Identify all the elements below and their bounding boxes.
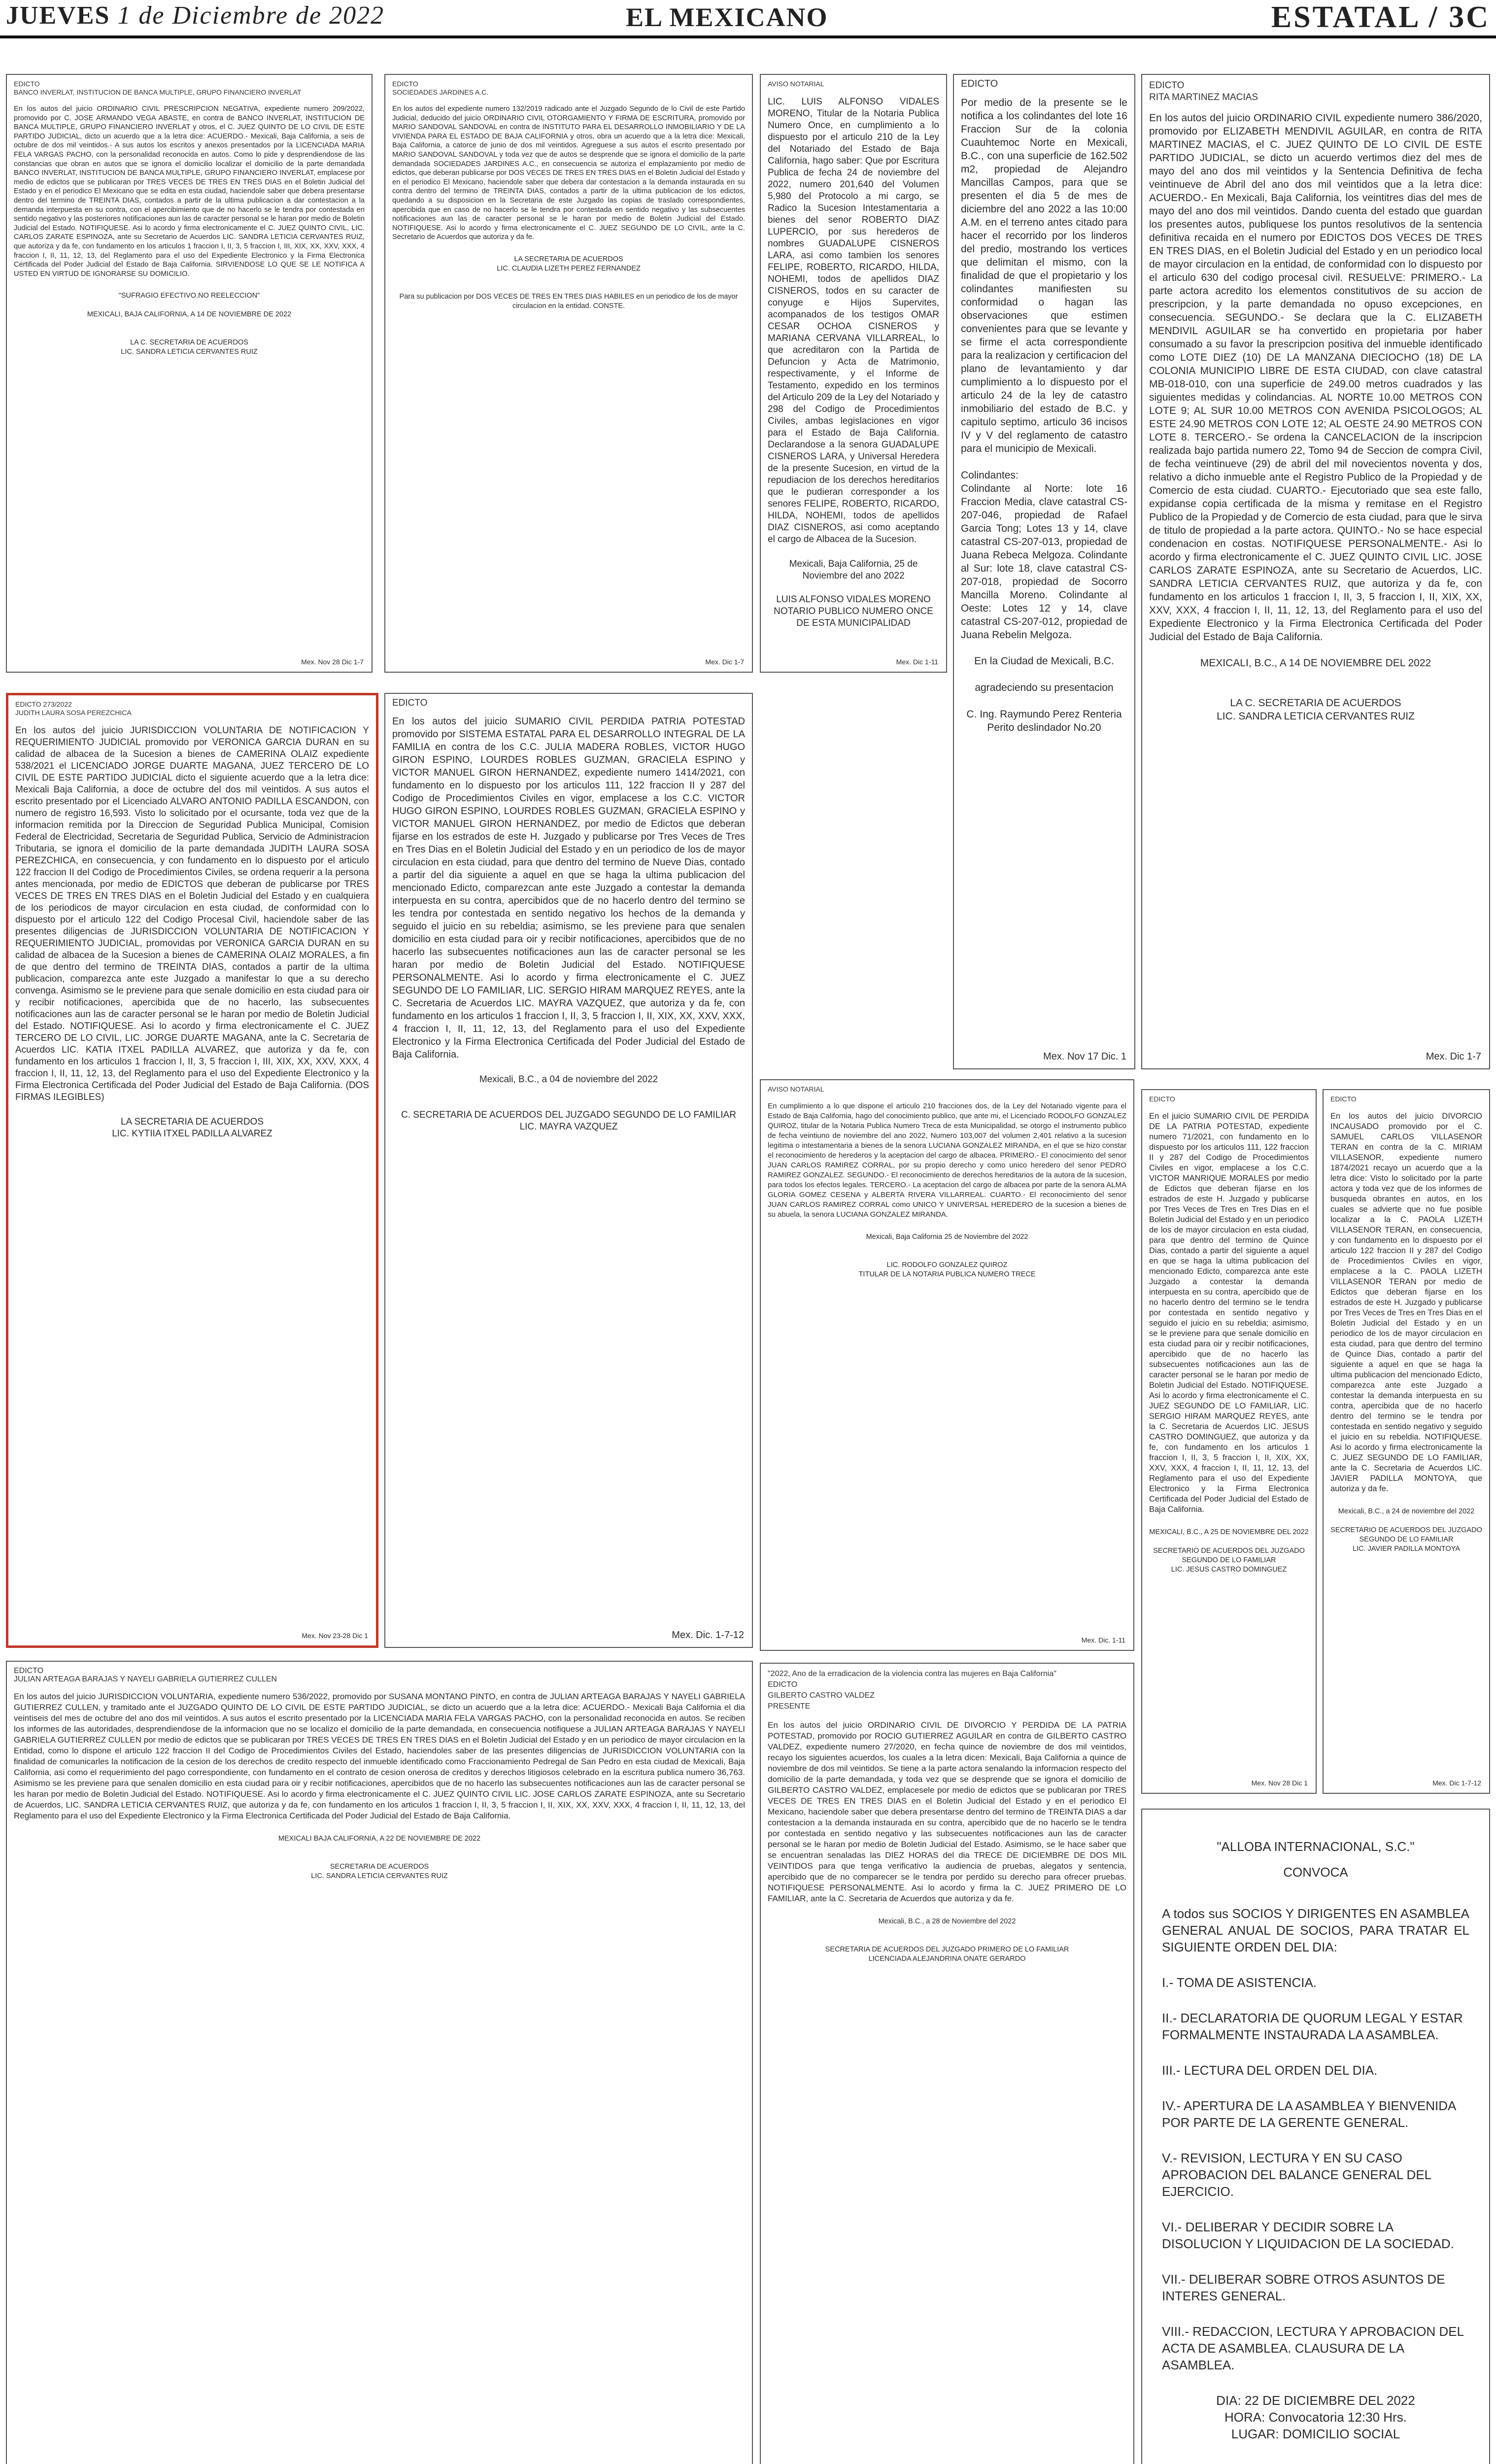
notice-signature: Mexicali, B.C., a 24 de noviembre del 2022 SECRETARIO DE ACUERDOS DEL JUZGADO SEGUNDO DE LO FAMILIAR LIC. JAVIER PADILLA MONTOYA — [1330, 1507, 1482, 1553]
convocatoria-intro — [1162, 1905, 1469, 2373]
publication-dates: Mex. Nov 23-28 Dic 1 — [302, 1632, 368, 1640]
agenda-item: I.- TOMA DE ASISTENCIA. — [1162, 1975, 1317, 1990]
notice-signature: MEXICALI BAJA CALIFORNIA, A 22 DE NOVIEMBRE DE 2022 SECRETARIA DE ACUERDOS LIC. SANDRA LETICIA CERVANTES RUIZ — [278, 1835, 481, 1880]
notice-body: En los autos del juicio JURISDICCION VOLUNTARIA DE NOTIFICACION Y REQUERIMIENTO JUDICIAL promovido por VERONICA GARCIA DURAN en su calidad de albacea de la Sucesion a bienes de CAMERINA OLAIZ expediente 538/2021 el LICENCIADO JORGE DUARTE MAGANA, JUEZ TERCERO DE LO CIVIL DE ESTE PARTIDO JUDICIAL dicto el siguiente acuerdo que a la letra dice: Mexicali Baja California, a doce de octubre del dos mil veintidos. A sus autos el escrito presentado por el Licenciado ALVARO ANTONIO PADILLA ESCANDON, con numero de registro 16,593. Visto lo solicitado por el ocursante, toda vez que de la informacion remitida por la Direccion de Seguridad Publica Municipal, Comision Federal de Electricidad, Secretaria de Seguridad Publica, Servicio de Administracion Tributaria, se ignora el domicilio de la parte demandada JUDITH LAURA SOSA PEREZCHICA, en consecuencia, y con fundamento en lo dispuesto por el articulo 122 fraccion II del Codigo de Procedimientos Civiles, se ordena requerir a la persona antes mencionada, por medio de EDICTOS que deberan de publicarse por TRES VECES DE TRES EN TRES DIAS en el Boletin Judicial del Estado y en cualquiera de los periodicos de mayor circulacion en esta ciudad, de conformidad con lo dispuesto por el articulo 122 del Codigo Procesal Civil, haciendole saber de las presentes diligencias de JURISDICCION VOLUNTARIA DE NOTIFICACION Y REQUERIMIENTO JUDICIAL, promovidas por VERONICA GARCIA DURAN en su calidad de albacea de la Sucesion a bienes de CAMERINA OLAIZ MORALES, a fin de que dentro del termino de TREINTA DIAS, contados a partir de la ultima publicacion, comparezca ante este Juzgado a manifestar lo que a su derecho convenga. Asimismo se le previene para que senale domicilio en esta ciudad para oir y recibir notificaciones, apercibida que de no hacerlo, las subsecuentes notificaciones aun las de caracter personal se le haran por medio de Boletin Judicial del Estado. NOTIFIQUESE. Asi lo acordo y firma electronicamente el C. JUEZ TERCERO DE LO CIVIL, LIC. JORGE DUARTE MAGANA, ante la C. Secretaria de Acuerdos LIC. KATIA ITXEL PADILLA ALVAREZ, que autoriza y da fe, con fundamento en los articulos 1 fraccion I, II, 3, 5 fraccion I, III, XIX, XX, XXV, XXX, 4 fraccion I, II, 11, 12, 13, del Reglamento para el uso del Expediente Electronico y la Firma Electronica Certificada del Poder Judicial del Estado de Baja California. (DOS FIRMAS ILEGIBLES) — [15, 725, 369, 1102]
notice-banco-inverlat — [6, 74, 373, 673]
publication-dates: Mex. Dic. 1-7-12 — [672, 1630, 744, 1641]
notice-heading: EDICTO BANCO INVERLAT, INSTITUCION DE BANCA MULTIPLE, GRUPO FINANCIERO INVERLAT — [14, 80, 302, 96]
notice-rita-martinez-macias — [1141, 74, 1490, 1069]
agenda-item: IV.- APERTURA DE LA ASAMBLEA Y BIENVENIDA POR PARTE DE LA GERENTE GENERAL. — [1162, 2098, 1456, 2130]
notice-body: En los autos del juicio ORDINARIO CIVIL expediente numero 386/2020, promovido por ELIZABETH MENDIVIL AGUILAR, en contra de RITA MARTINEZ MACIAS, el C. JUEZ QUINTO DE LO CIVIL DE ESTE PARTIDO JUDICIAL, se dicto un acuerdo vertimos diez del mes de mayo del ano dos mil veintidos y la Sentencia Definitiva de fecha veintinueve de Abril del ano dos mil veintidos que a la letra dice: ACUERDO.- En Mexicali, Baja California, los veintitres dias del mes de mayo del ano dos mil veintidos. Dando cuenta del estado que guardan los presentes autos, publiquese los puntos resolutivos de la sentencia definitiva recaida en el numero por EDICTOS DOS VECES DE TRES EN TRES DIAS, en el Boletin Judicial del Estado y en un periodico local de mayor circulacion en la entidad, de conformidad con lo dispuesto por el articulo 630 del codigo procesal civil. RESUELVE: PRIMERO.- La parte actora acredito los elementos constitutivos de su accion de prescripcion, y la parte demandada no opuso excepciones, en consecuencia. SEGUNDO.- Se declara que la C. ELIZABETH MENDIVIL AGUILAR se ha convertido en propietaria por haber consumado a su favor la prescripcion positiva del inmueble identificado como LOTE DIEZ (10) DE LA MANZANA DIECIOCHO (18) DE LA COLONIA MUNICIPIO LIBRE DE ESTA CIUDAD, con clave catastral MB-018-010, con una superficie de 249.00 metros cuadrados y las siguientes medidas y colindancias. AL NORTE 10.00 METROS CON LOTE 9; AL SUR 10.00 METROS CON AVENIDA PSICOLOGOS; AL ESTE 24.90 METROS CON LOTE 12; AL OESTE 24.90 METROS CON LOTE 8. TERCERO.- Se ordena la CANCELACION de la inscripcion realizada bajo partida numero 22, Tomo 94 de Seccion de compra Civil, de fecha veintinueve (29) de abril del mil novecientos noventa y dos, relativo a dicho inmueble ante el Registro Publico de la Propiedad y de Comercio de esta ciudad. CUARTO.- Ejecutoriado que sea este fallo, expidanse copia certificada de la misma y remitase en el Registro Publico de la Propiedad y de Comercio de esta ciudad, para que le sirva de titulo de propiedad a la parte actora. QUINTO.- No se hace especial condenacion en costas. NOTIFIQUESE PERSONALMENTE.- Asi lo acordo y firma electronicamente el C. JUEZ QUINTO CIVIL LIC. JOSE CARLOS ZARATE ESPINOZA, ante su Secretario de Acuerdos, LIC. SANDRA LETICIA CERVANTES RUIZ, que autoriza y da fe, con fundamento en los articulos 1 fraccion I, II, 3, 5 fraccion I, II, XIX, XX, XXV, XXX, 4 fraccion I, II, 11, 12, 13, del Reglamento para el uso del Expediente Electronico y la Firma Electronica Certificada del Poder Judicial del Estado de Baja California. — [1149, 112, 1482, 643]
notice-heading: EDICTO JULIAN ARTEAGA BARAJAS Y NAYELI GABRIELA GUTIERREZ CULLEN — [14, 1667, 277, 1683]
convocatoria-place: LUGAR: DOMICILIO SOCIAL — [1231, 2427, 1400, 2441]
notice-heading: EDICTO — [392, 698, 428, 708]
notice-heading: EDICTO 273/2022 JUDITH LAURA SOSA PEREZCHICA — [15, 700, 132, 717]
agenda-item: VI.- DELIBERAR Y DECIDIR SOBRE LA DISOLUCION Y LIQUIDACION DE LA SOCIEDAD. — [1162, 2220, 1454, 2251]
notice-gilberto-castro — [760, 1663, 1134, 2464]
notice-sociedades-jardines — [384, 74, 753, 673]
notice-perdida-patria-potestad — [384, 693, 753, 1648]
notice-body: En los autos del expediente numero 132/2019 radicado ante el Juzgado Segundo de lo Civil de este Partido Judicial, deducido del juicio ORDINARIO CIVIL OTORGAMIENTO Y FIRMA DE ESCRITURA, promovido por MARIO SANDOVAL SANDOVAL en contra de INSTITUTO PARA EL DESARROLLO INMOBILIARIO Y DE LA VIVIENDA PARA EL ESTADO DE BAJA CALIFORNIA y otros, obra un acuerdo que a la letra dice: Mexicali, Baja California, a catorce de junio de dos mil veintidos. Agreguese a sus autos el escrito presentado por MARIO SANDOVAL SANDOVAL y toda vez que de autos se desprende que se ignora el domicilio de la parte demandada SOCIEDADES JARDINES A.C., en consecuencia se autoriza el emplazamiento por medio de edictos, que deberan publicarse por DOS VECES DE TRES EN TRES DIAS en el Boletin Judicial del Estado y en el periodico El Mexicano, haciendole saber que debera dar contestacion a la demanda instaurada en su contra dentro del termino de TREINTA DIAS, contados a partir de la ultima publicacion de los edictos, quedando a su disposicion en la Secretaria de este Juzgado las copias de traslado correspondientes, apercibida que en caso de no hacerlo se le tendra por contestada en sentido negativo y las subsecuentes notificaciones aun las de caracter personal se le haran por medio de Boletin Judicial del Estado. NOTIFIQUESE. Asi lo acordo y firma electronicamente el C. JUEZ SEGUNDO DE LO CIVIL, ante la C. Secretario de Acuerdos que autoriza y da fe. — [392, 105, 745, 241]
header-date — [6, 1, 384, 30]
publication-dates: Mex. Dic 1-7 — [705, 658, 744, 666]
section-label: ESTATAL / 3C — [1271, 0, 1490, 34]
notice-colindantes-lote-16 — [953, 74, 1135, 1069]
notice-signature: "SUFRAGIO EFECTIVO.NO REELECCION" MEXICALI, BAJA CALIFORNIA, A 14 DE NOVIEMBRE DE 2022 LA C. SECRETARIA DE ACUERDOS LIC. SANDRA LETICIA CERVANTES RUIZ — [87, 292, 292, 356]
notice-signature: En la Ciudad de Mexicali, B.C. agradeciendo su presentacion C. Ing. Raymundo Perez Renteria Perito deslindador No.20 — [966, 655, 1122, 733]
convocatoria-time: HORA: Convocatoria 12:30 Hrs. — [1224, 2410, 1407, 2425]
convocatoria-company: "ALLOBA INTERNACIONAL, S.C." — [1217, 1839, 1415, 1854]
notice-aviso-notarial-gonzalez — [760, 1079, 1134, 1651]
publication-dates: Mex. Nov 28 Dic 1 — [1251, 1779, 1308, 1787]
agenda-item: III.- LECTURA DEL ORDEN DEL DIA. — [1162, 2063, 1378, 2078]
publication-dates: Mex. Dic 1-7-12 — [1432, 1779, 1481, 1787]
notice-body: En los autos del juicio ORDINARIO CIVIL DE DIVORCIO Y PERDIDA DE LA PATRIA POTESTAD, promovido por ROCIO GUTIERREZ AGUILAR en contra de GILBERTO CASTRO VALDEZ, expediente numero 27/2020, en fecha quince de noviembre de dos mil veintidos, recayo los siguientes acuerdos, los cuales a la letra dicen: Mexicali, Baja California a quince de noviembre de dos mil veintidos. Se tiene a la parte actora senalando la informacion respecto del domicilio de la parte demandada, y toda vez que se desprende que se ignora el domicilio de GILBERTO CASTRO VALDEZ, emplacesele por medio de edictos que se publicaran por TRES VECES DE TRES EN TRES DIAS en el Boletin Judicial del Estado y en el periodico El Mexicano, haciendole saber que debera presentarse dentro del termino de TREINTA DIAS a dar contestacion a la demanda instaurada en su contra, apercibido que de no hacerlo se le tendra por contestada en sentido negativo y las subsecuentes notificaciones aun las de caracter personal se le haran por medio de Boletin Judicial del Estado. Asimismo, se le hace saber que se encuentran senaladas las DIEZ HORAS del dia TRECE DE DICIEMBRE DE DOS MIL VEINTIDOS para que tenga verificativo la audiencia de pruebas, alegatos y sentencia, apercibido que de no comparecer se le tendra por perdido su derecho para ofrecer pruebas. NOTIFIQUESE PERSONALMENTE. Asi lo acordo y firma la C. JUEZ PRIMERO DE LO FAMILIAR, ante la C. Secretaria de Acuerdos que autoriza y da fe. — [768, 1720, 1126, 1903]
notice-body: LIC. LUIS ALFONSO VIDALES MORENO, Titular de la Notaria Publica Numero Once, en cumplimiento a lo dispuesto por el articulo 210 de la Ley del Notariado del Estado de Baja California, hago saber: Que por Escritura Publica de fecha 24 de noviembre del 2022, numero 201,640 del Volumen 5,980 del Protocolo a mi cargo, se Radico la Sucesion Intestamentaria a bienes del senor ROBERTO DIAZ LUPERCIO, por sus herederos de nombres GUADALUPE CISNEROS LARA, asi como tambien los senores FELIPE, ROBERTO, RICARDO, HILDA, NOHEMI, todos de apellidos DIAZ CISNEROS, todos en su caracter de conyuge e Hijos Supervites, acompanados de los testigos OMAR CESAR OCHOA CISNEROS y MARIANA CERVANA VILLARREAL, lo que acreditaron con la Partida de Defuncion y Acta de Matrimonio, respectivamente, y el Informe de Testamento, expedido en los terminos del Articulo 209 de la Ley del Notariado y 298 del Codigo de Procedimientos Civiles, ambas legislaciones en vigor para el Estado de Baja California. Declarandose a la senora GUADALUPE CISNEROS LARA, y Universal Heredera de la presente Sucesion, en virtud de la repudiacion de los derechos hereditarios que le pudieran corresponder a los senores FELIPE, ROBERTO, RICARDO, HILDA, NOHEMI, todos de apellidos DIAZ CISNEROS, asi como aceptando el cargo de Albacea de la Sucesion. — [768, 97, 939, 545]
notice-signature: Mexicali, B.C., a 04 de noviembre del 2022 C. SECRETARIA DE ACUERDOS DEL JUZGADO SEGUNDO DE LO FAMILIAR LIC. MAYRA VAZQUEZ — [401, 1074, 736, 1132]
notice-heading: EDICTO — [1149, 1095, 1175, 1103]
agenda-item: VII.- DELIBERAR SOBRE OTROS ASUNTOS DE INTERES GENERAL. — [1162, 2272, 1445, 2303]
publication-dates: Mex. Nov 28 Dic 1-7 — [301, 658, 364, 666]
notice-body: En los autos del juicio ORDINARIO CIVIL PRESCRIPCION NEGATIVA, expediente numero 209/2022, promovido por C. JOSE ARMANDO VEGA ABASTE, en contra de BANCO INVERLAT, INSTITUCION DE BANCA MULTIPLE, GRUPO FINANCIERO INVERLAT y otros, el C. JUEZ QUINTO DE LO CIVIL DE ESTE PARTIDO JUDICIAL, dicto un acuerdo que a la letra dice: ACUERDO.- Mexicali, Baja California, a seis de octubre de dos mil veintidos.- A sus autos los escritos y anexos presentados por la LICENCIADA MARIA FELA VARGAS PACHO, con la personalidad reconocida en autos. Como lo pide y desprendiendose de las constancias que obran en autos que se ignora el domicilio localizar el domicilio de la parte demandada BANCO INVERLAT, INSTITUCION DE BANCA MULTIPLE, GRUPO FINANCIERO INVERLAT, emplacese por medio de edictos que se publicaran por TRES VECES DE TRES EN TRES DIAS en el Boletin Judicial del Estado y en el periodico El Mexicano que se edita en esta ciudad, haciendole saber que debera presentarse dentro del termino de TREINTA DIAS, contados a partir de la ultima publicacion a dar contestacion a la demanda interpuesta en su contra, con el apercibimiento que de no hacerlo se le tendra por contestada en sentido negativo y las posteriores notificaciones aun las de caracter personal se le haran por medio de Boletin Judicial del Estado. NOTIFIQUESE. Asi lo acordo y firma electronicamente el C. JUEZ QUINTO CIVIL, LIC. CARLOS ZARATE ESPINOZA, ante su Secretario de Acuerdos LIC. SANDRA LETICIA CERVANTES RUIZ, que autoriza y da fe, con fundamento en los articulos 1 fraccion I, II, 3, 5 fraccion I, III, XIX, XX, XXV, XXX, 4 fraccion I, II, 11, 12, 13, del Reglamento para el uso del Expediente Electronico y la Firma Electronica Certificada del Poder Judicial del Estado de Baja California. SIRVIENDOSE LO QUE SE LE NOTIFICA A USTED EN VIRTUD DE IGNORARSE SU DOMICILIO. — [14, 105, 365, 278]
page-header — [0, 0, 1496, 38]
notice-heading: AVISO NOTARIAL — [768, 1085, 824, 1093]
notice-judith-laura-sosa — [6, 693, 378, 1648]
notice-signature: LA SECRETARIA DE ACUERDOS LIC. KYTIIA ITXEL PADILLA ALVAREZ — [112, 1117, 272, 1139]
notice-body: En los autos del juicio JURISDICCION VOLUNTARIA, expediente numero 536/2022, promovido por SUSANA MONTANO PINTO, en contra de JULIAN ARTEAGA BARAJAS Y NAYELI GABRIELA GUTIERREZ CULLEN, y tramitado ante el JUZGADO QUINTO DE LO CIVIL DE ESTE PARTIDO JUDICIAL, se dicto un acuerdo que a la letra dice: ACUERDO.- Mexicali Baja California el dia veintiseis del mes de octubre del ano dos mil veintidos. A sus autos el escrito presentado por la LICENCIADA MARIA FELA VARGAS PACHO, con la personalidad reconocida en autos. Se reciben los informes de las autoridades, desprendiendose de la informacion que no se localizo el domicilio de la parte demandada, en consecuencia notifiquese a JULIAN ARTEAGA BARAJAS Y NAYELI GABRIELA GUTIERREZ CULLEN por medio de edictos que se publicaran por TRES VECES DE TRES EN TRES DIAS en el Boletin Judicial del Estado y en un periodico de mayor circulacion en la Entidad, como lo dispone el articulo 122 fraccion II del Codigo de Procedimientos Civiles del Estado, haciendoles saber de las presentes diligencias de JURISDICCION VOLUNTARIA con la finalidad de comunicarles la notificacion de la cesion de los derechos de credito respecto del inmueble identificado como Fraccionamiento Pedregal de San Pedro en esta ciudad de Mexicali, Baja California, asi como el requerimiento del pago correspondiente, con fundamento en el contrato de cesion onerosa de creditos y derechos litigiosos celebrado en la escritura publica numero 36,763. Asimismo se les previene para que senalen domicilio en esta ciudad para oir y recibir notificaciones, apercibidos que de no hacerlo las subsecuentes notificaciones aun las de caracter personal se les haran por medio de Boletin Judicial del Estado. NOTIFIQUESE. Asi lo acordo y firma electronicamente el C. JUEZ QUINTO CIVIL LIC. JOSE CARLOS ZARATE ESPINOZA, ante su Secretario de Acuerdos, LIC. SANDRA LETICIA CERVANTES RUIZ, que autoriza y da fe, con fundamento en los articulos 1 fraccion I, II, 3, 5 fraccion I, II, XIX, XX, XXV, XXX, 4 fraccion I, II, 11, 12, 13, del Reglamento para el uso del Expediente Electronico y la Firma Electronica Certificada del Poder Judicial del Estado de Baja California. — [14, 1692, 745, 1820]
notice-body: Por medio de la presente se le notifica a los colindantes del lote 16 Fraccion Sur de la colonia Cuauhtemoc Norte en Mexicali, B.C., con una superficie de 162.502 m2, propiedad de Alejandro Mancillas Campos, para que se presenten el dia 5 de mes de diciembre del ano 2022 a las 10:00 A.M. en el terreno antes citado para hacer el recorrido por los linderos del predio, mostrando los vertices que delimitan el mismo, con la finalidad de que el propietario y los colindantes manifiesten su conformidad o hagan las observaciones que estimen convenientes para que se levante y se firme el acta correspondiente para la realizacion y certificacion del plano de levantamiento y dar cumplimiento a lo dispuesto por el articulo 24 de la ley de catastro inmobiliario del estado de B.C. y capitulo septimo, articulo 36 incisos IV y V del reglamento de catastro para el municipio de Mexicali. Colindantes: Colindante al Norte: lote 16 Fraccion Media, clave catastral CS-207-046, propiedad de Rafael Garcia Tong; Lotes 13 y 14, clave catastral CS-207-013, propiedad de Juana Rebeca Melgoza. Colindante al Sur: lote 18, clave catastral CS-207-018, propiedad de Socorro Mancilla Moreno. Colindante al Oeste: Lotes 12 y 14, clave catastral CS-207-012, propiedad de Juana Rebelin Melgoza. — [961, 97, 1127, 641]
notice-heading: EDICTO RITA MARTINEZ MACIAS — [1149, 80, 1258, 103]
notice-heading: EDICTO SOCIEDADES JARDINES A.C. — [392, 80, 489, 96]
agenda-item: V.- REVISION, LECTURA Y EN SU CASO APROBACION DEL BALANCE GENERAL DEL EJERCICIO. — [1162, 2151, 1431, 2199]
notice-body: En cumplimiento a lo que dispone el articulo 210 fracciones dos, de la Ley del Notariado vigente para el Estado de Baja California, hago del conocimiento publico, que ante mi, el Licenciado RODOLFO GONZALEZ QUIROZ, titular de la Notaria Publica Numero Treca de esta Municipalidad, se otorgo el instrumento publico de fecha veintiuno de noviembre del ano 2022, Numero 103,007 del volumen 2,401 relativo a la sucesion legitima o intestamentaria a bienes de la senora LUCIANA GONZALEZ MIRANDA, en el que se hizo constar el reconocimiento de herederos y la aceptacion del cargo de albacea. PRIMERO.- El conocimiento del senor JUAN CARLOS RAMIREZ CORRAL, por su propio derecho y como unico heredero del senor PEDRO RAMIREZ GONZALEZ. SEGUNDO.- El reconocimiento de derechos hereditarios de la autora de la sucesion, para todos los efectos legales. TERCERO.- La aceptacion del cargo de albacea por parte de la senora ALMA GLORIA GOMEZ CESENA y ALBERTA RIVERA VILLARREAL. CUARTO.- El reconocimiento del senor JUAN CARLOS RAMIREZ CORRAL como UNICO Y UNIVERSAL HEREDERO de la sucesion a bienes de su abuela, la senora LUCIANA GONZALEZ MIRANDA. — [768, 1102, 1126, 1219]
agenda-item: VIII.- REDACCION, LECTURA Y APROBACION DEL ACTA DE ASAMBLEA. CLAUSURA DE LA ASAMBLEA. — [1162, 2324, 1464, 2372]
notice-victor-manrique — [1141, 1089, 1317, 1794]
convocatoria-intro-text: A todos sus SOCIOS Y DIRIGENTES EN ASAMBLEA GENERAL ANUAL DE SOCIOS, PARA TRATAR EL SIGUIENTE ORDEN DEL DIA: — [1162, 1906, 1469, 1954]
notice-signature: MEXICALI, B.C., A 14 DE NOVIEMBRE DEL 2022 LA C. SECRETARIA DE ACUERDOS LIC. SANDRA LETICIA CERVANTES RUIZ — [1200, 657, 1431, 722]
newspaper-name: EL MEXICANO — [626, 2, 828, 32]
notice-body: En el juicio SUMARIO CIVIL DE PERDIDA DE LA PATRIA POTESTAD, expediente numero 71/2021, con fundamento en lo dispuesto por los articulos 111, 122 fraccion II y 287 del Codigo de Procedimientos Civiles en vigor, emplacese a los C.C. VICTOR MANRIQUE MORALES por medio de Edictos que deberan fijarse en los estrados de este H. Juzgado y publicarse por Tres Veces de Tres en Tres Dias en el Boletin Judicial del Estado y en un periodico de los de mayor circulacion en esta ciudad, para que dentro del termino de Quince Dias, contado a partir del siguiente a aquel en que se haga la ultima publicacion del mencionado Edicto, comparezca ante este Juzgado a contestar la demanda interpuesta en su contra, apercibido que de no hacerlo dentro del termino se le tendra por contestada en sentido negativo y seguido el juicio en su rebeldia; asimismo, se le previene para que senale domicilio en esta ciudad para oir y recibir notificaciones, apercibido que de no hacerlo las subsecuentes notificaciones aun las de caracter personal se le haran por medio de Boletin Judicial del Estado. NOTIFIQUESE. Asi lo acordo y firma electronicamente el C. JUEZ SEGUNDO DE LO FAMILIAR, LIC. SERGIO HIRAM MARQUEZ REYES, ante la C. Secretaria de Acuerdos LIC. JESUS CASTRO DOMINGUEZ, que autoriza y da fe, con fundamento en los articulos 1 fraccion I, II, 3, 5 fraccion I, II, XIX, XX, XXV, XXX, 4 fraccion I, II, 11, 12, 13, del Reglamento para el uso del Expediente Electronico y la Firma Electronica Certificada del Poder Judicial del Estado de Baja California. — [1149, 1112, 1309, 1514]
notice-julian-arteaga — [6, 1661, 753, 2464]
agenda-item: II.- DECLARATORIA DE QUORUM LEGAL Y ESTAR FORMALMENTE INSTAURADA LA ASAMBLEA. — [1162, 2011, 1463, 2042]
header-day: JUEVES — [6, 1, 110, 30]
notice-body: En los autos del juicio SUMARIO CIVIL PERDIDA PATRIA POTESTAD promovido por SISTEMA ESTATAL PARA EL DESARROLLO INTEGRAL DE LA FAMILIA en contra de los C.C. JULIA MADERA ROBLES, VICTOR HUGO GIRON ESPINO, LOURDES ROBLES GUZMAN, GRACIELA ESPINO y VICTOR MANUEL GIRON HERNANDEZ, expediente numero 1414/2021, con fundamento en lo dispuesto por los articulos 111, 122 fraccion II y 287 del Codigo de Procedimientos Civiles en vigor, emplacese a los C.C. VICTOR HUGO GIRON ESPINO, LOURDES ROBLES GUZMAN, GRACIELA ESPINO y VICTOR MANUEL GIRON HERNANDEZ, por medio de Edictos que deberan fijarse en los estrados de este H. Juzgado y publicarse por Tres Veces de Tres en Tres Dias en el Boletin Judicial del Estado y en un periodico de los de mayor circulacion en esta ciudad, para que dentro del termino de Nueve Dias, contado a partir del dia siguiente a aquel en que se haga la ultima publicacion del mencionado Edicto, comparezcan ante este Juzgado a contestar la demanda interpuesta en su contra, apercibidos que de no hacerlo dentro del termino se les tendra por contestada en sentido negativo los hechos de la demanda y seguido el juicio en su rebeldia; asimismo, se les previene para que senalen domicilio en esta ciudad para oir y recibir notificaciones, apercibidos que de no hacerlo las subsecuentes notificaciones aun las de caracter personal se les haran por medio de Boletin Judicial del Estado. NOTIFIQUESE PERSONALMENTE. Asi lo acordo y firma electronicamente el C. JUEZ SEGUNDO DE LO FAMILIAR, LIC. SERGIO HIRAM MARQUEZ REYES, ante la C. Secretaria de Acuerdos LIC. MAYRA VAZQUEZ, que autoriza y da fe, con fundamento en los articulos 1 fraccion I, II, 3, 5 fraccion I, II, XIX, XX, XXV, XXX, 4 fraccion I, II, 11, 12, 13, del Reglamento para el uso del Expediente Electronico y la Firma Electronica Certificada del Poder Judicial del Estado de Baja California. — [392, 716, 745, 1060]
publication-dates: Mex. Dic 1-7 — [1426, 1051, 1481, 1062]
convocatoria-date: DIA: 22 DE DICIEMBRE DEL 2022 — [1216, 2393, 1415, 2408]
notice-signature: Mexicali, B.C., a 28 de Noviembre del 2022 SECRETARIA DE ACUERDOS DEL JUZGADO PRIMERO DE LO FAMILIAR LICENCIADA ALEJANDRINA ONATE GERARDO — [825, 1917, 1069, 1963]
notice-heading: "2022, Ano de la erradicacion de la violencia contra las mujeres en Baja California" EDICTO GILBERTO CASTRO VALDEZ PRESENTE — [768, 1670, 1056, 1711]
notice-signature: Mexicali, Baja California 25 de Noviembre del 2022 LIC. RODOLFO GONZALEZ QUIROZ TITULAR DE LA NOTARIA PUBLICA NUMERO TRECE — [858, 1233, 1036, 1278]
notice-convocatoria-alloba — [1141, 1809, 1490, 2464]
notice-paola-lizeth — [1323, 1089, 1490, 1794]
publication-dates: Mex. Nov 17 Dic. 1 — [1043, 1051, 1126, 1062]
publication-dates: Mex. Dic. 1-11 — [1081, 1636, 1125, 1644]
notice-signature: Mexicali, Baja California, 25 de Noviembre del ano 2022 LUIS ALFONSO VIDALES MORENO NOTARIO PUBLICO NUMERO ONCE DE ESTA MUNICIPALIDAD — [774, 559, 933, 628]
notice-heading: EDICTO — [1330, 1095, 1357, 1103]
notice-heading: AVISO NOTARIAL — [768, 80, 824, 88]
notice-aviso-notarial-vidales — [760, 74, 947, 673]
publication-dates: Mex. Dic 1-11 — [896, 658, 938, 666]
notice-body: En los autos del juicio DIVORCIO INCAUSADO promovido por el C. SAMUEL CARLOS VILLASENOR TERAN en contra de la C. MIRIAM VILLASENOR, expediente numero 1874/2021 recayo un acuerdo que a la letra dice: Visto lo solicitado por la parte actora y toda vez que de los informes de busqueda obrantes en autos, en los cuales se advierte que no fue posible localizar a la C. PAOLA LIZETH VILLASENOR TERAN, en consecuencia, y con fundamento en lo dispuesto por el articulo 122 fraccion II y 287 del Codigo de Procedimientos Civiles en vigor, emplacese a la C. PAOLA LIZETH VILLASENOR TERAN por medio de Edictos que deberan fijarse en los estrados de este H. Juzgado y publicarse por Tres Veces de Tres en Tres Dias en el Boletin Judicial del Estado y en un periodico de los de mayor circulacion en esta ciudad, para que dentro del termino de Quince Dias, contado a partir del siguiente a aquel en que se haga la ultima publicacion del mencionado Edicto, comparezca ante este Juzgado a contestar la demanda interpuesta en su contra, apercibida que de no hacerlo dentro del termino se le tendra por contestada en sentido negativo y seguido el juicio en su rebeldia. NOTIFIQUESE. Asi lo acordo y firma electronicamente la C. JUEZ SEGUNDO DE LO FAMILIAR, ante la C. Secretaria de Acuerdos LIC. JAVIER PADILLA MONTOYA, que autoriza y da fe. — [1330, 1112, 1482, 1493]
notice-signature: LA SECRETARIA DE ACUERDOS LIC. CLAUDIA LIZETH PEREZ FERNANDEZ Para su publicacion por DOS VECES DE TRES EN TRES DIAS HABILES en un periodico de los de mayor circulacion en la entidad. CONSTE. — [399, 255, 738, 310]
notice-heading: EDICTO — [961, 78, 998, 89]
notice-signature: MEXICALI, B.C., A 25 DE NOVIEMBRE DEL 2022 SECRETARIO DE ACUERDOS DEL JUZGADO SEGUNDO DE LO FAMILIAR LIC. JESUS CASTRO DOMINGUEZ — [1149, 1528, 1309, 1574]
convocatoria-title: CONVOCA — [1283, 1865, 1348, 1880]
header-date-text: 1 de Diciembre de 2022 — [117, 1, 385, 30]
